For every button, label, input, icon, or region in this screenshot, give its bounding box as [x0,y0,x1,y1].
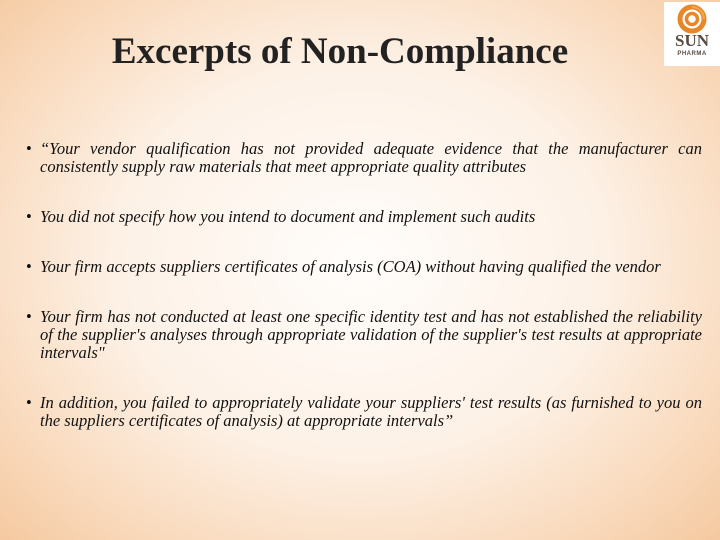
logo-wordmark: SUN [674,31,709,50]
list-item [26,140,702,176]
bullet-text: You did not specify how you intend to document and implement such audits [40,207,536,226]
bullet-list [26,140,702,430]
bullet-icon: • [26,139,32,158]
slide-title: Excerpts of Non-Compliance [111,31,569,72]
bullet-text: Your firm has not conducted at least one specific identity test and has not established the reliability of the supplier's analyses through appropriate validation of the supplier's test results at appropriate intervals" [40,307,702,362]
bullet-text: Your firm accepts suppliers certificates of analysis (COA) without having qualified the vendor [40,257,661,276]
bullet-icon: • [26,393,32,412]
bullet-text: In addition, you failed to appropriately validate your suppliers' test results (as furnished to you on the suppliers certificates of analysis) at appropriate intervals” [40,393,702,430]
list-item [26,208,702,226]
bullet-icon: • [26,257,32,276]
logo-subtitle: PHARMA [677,51,707,57]
list-item [26,308,702,362]
sun-pharma-logo [664,2,720,66]
sun-swirl-icon [676,4,708,34]
list-item [26,258,702,276]
bullet-text: “Your vendor qualification has not provided adequate evidence that the manufacturer can consistently supply raw materials that meet appropriate quality attributes [40,139,702,176]
bullet-icon: • [26,207,32,226]
list-item [26,394,702,430]
bullet-icon: • [26,307,32,326]
